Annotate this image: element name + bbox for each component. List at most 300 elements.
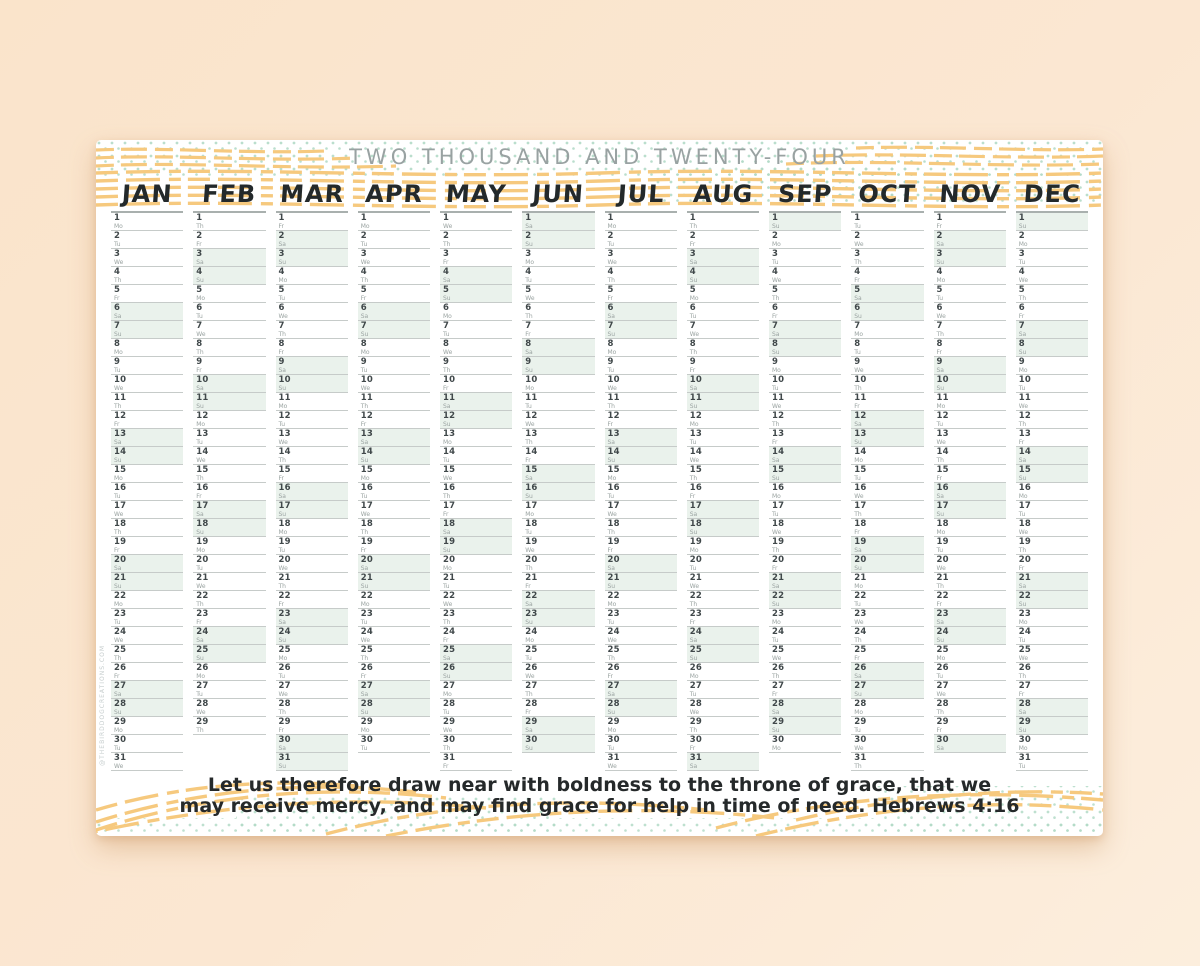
day-number: 17 <box>689 501 702 511</box>
day-number: 4 <box>360 267 367 277</box>
weekday-abbreviation: We <box>689 331 700 338</box>
weekday-abbreviation: Fr <box>443 385 449 392</box>
day-number: 17 <box>114 501 127 511</box>
day-cell <box>1016 339 1088 357</box>
day-number: 2 <box>196 231 203 241</box>
weekday-abbreviation: Mo <box>1018 241 1028 248</box>
day-cell <box>111 555 183 573</box>
weekday-abbreviation: Su <box>360 331 369 338</box>
weekday-abbreviation: Mo <box>689 547 699 554</box>
day-cell <box>440 717 512 735</box>
weekday-abbreviation: Mo <box>114 475 123 482</box>
day-number: 17 <box>936 501 949 511</box>
day-number: 4 <box>114 267 121 277</box>
day-cell <box>769 285 841 303</box>
weekday-abbreviation: Sa <box>689 763 698 770</box>
day-cell <box>111 627 183 645</box>
weekday-abbreviation: Sa <box>1018 709 1027 716</box>
weekday-abbreviation: Mo <box>607 223 617 230</box>
weekday-abbreviation: Fr <box>114 421 120 428</box>
day-number: 9 <box>854 357 861 367</box>
day-number: 20 <box>854 555 867 565</box>
weekday-abbreviation: Tu <box>854 601 861 608</box>
weekday-abbreviation: Tu <box>854 349 861 356</box>
day-cell <box>111 501 183 519</box>
weekday-abbreviation: Mo <box>443 439 452 446</box>
day-number: 27 <box>772 681 785 691</box>
weekday-abbreviation: Sa <box>443 403 451 410</box>
day-cell <box>358 447 430 465</box>
day-number: 19 <box>360 537 373 547</box>
weekday-abbreviation: Mo <box>854 457 864 464</box>
day-cell <box>605 573 677 591</box>
weekday-abbreviation: Sa <box>278 619 286 626</box>
month-day-list <box>769 211 841 753</box>
weekday-abbreviation: Th <box>1018 673 1027 680</box>
day-cell <box>193 375 265 393</box>
weekday-abbreviation: Tu <box>443 331 450 338</box>
weekday-abbreviation: Tu <box>360 745 368 752</box>
day-cell <box>358 573 430 591</box>
weekday-abbreviation: Fr <box>854 529 860 536</box>
month-label: DEC <box>1022 180 1082 208</box>
day-cell <box>851 519 923 537</box>
day-cell <box>934 663 1006 681</box>
weekday-abbreviation: Tu <box>114 241 121 248</box>
day-cell <box>193 285 265 303</box>
day-number: 3 <box>854 249 861 259</box>
weekday-abbreviation: Sa <box>936 367 944 374</box>
weekday-abbreviation: Fr <box>443 511 449 518</box>
day-number: 24 <box>936 627 949 637</box>
weekday-abbreviation: Fr <box>1018 691 1025 698</box>
day-number: 19 <box>278 537 291 547</box>
weekday-abbreviation: Th <box>607 529 615 536</box>
weekday-abbreviation: Mo <box>854 331 864 338</box>
weekday-abbreviation: Fr <box>772 313 778 320</box>
bible-verse <box>96 775 1103 817</box>
month-label: NOV <box>937 180 1002 208</box>
day-cell <box>522 249 594 267</box>
weekday-abbreviation: We <box>196 331 206 338</box>
day-number: 5 <box>360 285 367 295</box>
day-number: 14 <box>360 447 373 457</box>
month-label: SEP <box>777 180 834 208</box>
weekday-abbreviation: Fr <box>854 655 860 662</box>
day-cell <box>193 465 265 483</box>
day-cell <box>851 501 923 519</box>
weekday-abbreviation: We <box>278 313 288 320</box>
day-cell <box>851 573 923 591</box>
day-number: 29 <box>278 717 291 727</box>
day-cell <box>276 429 348 447</box>
weekday-abbreviation: We <box>114 637 124 644</box>
day-cell <box>193 357 265 375</box>
weekday-abbreviation: Tu <box>114 619 121 626</box>
day-cell <box>193 645 265 663</box>
day-cell <box>769 501 841 519</box>
day-number: 7 <box>1018 321 1025 331</box>
day-cell <box>193 393 265 411</box>
day-cell <box>605 285 677 303</box>
day-number: 17 <box>196 501 209 511</box>
day-number: 15 <box>196 465 209 475</box>
day-number: 18 <box>936 519 949 529</box>
day-cell <box>769 735 841 753</box>
day-number: 2 <box>607 231 614 241</box>
weekday-abbreviation: Fr <box>689 619 696 626</box>
day-cell <box>605 663 677 681</box>
weekday-abbreviation: Su <box>607 457 616 464</box>
weekday-abbreviation: Tu <box>360 367 368 374</box>
day-number: 2 <box>689 231 696 241</box>
weekday-abbreviation: Su <box>854 691 862 698</box>
day-number: 5 <box>525 285 532 295</box>
weekday-abbreviation: Tu <box>772 637 779 644</box>
month-label: JUL <box>616 180 666 208</box>
day-number: 1 <box>607 213 614 223</box>
day-number: 28 <box>772 699 785 709</box>
weekday-abbreviation: We <box>607 385 617 392</box>
day-number: 28 <box>936 699 949 709</box>
day-number: 1 <box>114 213 121 223</box>
day-number: 14 <box>607 447 620 457</box>
weekday-abbreviation: Tu <box>772 511 779 518</box>
day-number: 30 <box>607 735 620 745</box>
weekday-abbreviation: Fr <box>1018 439 1025 446</box>
weekday-abbreviation: Sa <box>607 439 615 446</box>
weekday-abbreviation: Th <box>772 673 780 680</box>
weekday-abbreviation: Su <box>525 493 533 500</box>
day-number: 22 <box>936 591 949 601</box>
day-number: 10 <box>278 375 291 385</box>
day-cell <box>605 375 677 393</box>
day-number: 6 <box>936 303 943 313</box>
day-cell <box>934 321 1006 339</box>
weekday-abbreviation: Fr <box>196 241 202 248</box>
day-cell <box>687 249 759 267</box>
day-cell <box>687 393 759 411</box>
day-cell <box>687 429 759 447</box>
day-number: 1 <box>689 213 696 223</box>
weekday-abbreviation: Su <box>1018 349 1027 356</box>
month-day-list <box>522 211 594 753</box>
day-number: 18 <box>114 519 127 529</box>
weekday-abbreviation: We <box>772 529 782 536</box>
day-number: 16 <box>196 483 209 493</box>
weekday-abbreviation: Mo <box>1018 745 1028 752</box>
weekday-abbreviation: Fr <box>772 565 778 572</box>
weekday-abbreviation: Th <box>525 565 533 572</box>
day-number: 15 <box>772 465 785 475</box>
weekday-abbreviation: We <box>854 367 864 374</box>
weekday-abbreviation: Mo <box>360 223 370 230</box>
day-cell <box>111 519 183 537</box>
month-column-jul <box>605 180 677 771</box>
month-column-feb <box>193 180 265 735</box>
day-number: 1 <box>1018 213 1025 223</box>
day-cell <box>934 501 1006 519</box>
day-number: 26 <box>443 663 456 673</box>
day-number: 11 <box>772 393 785 403</box>
day-cell <box>851 537 923 555</box>
day-cell <box>1016 501 1088 519</box>
weekday-abbreviation: Tu <box>854 223 861 230</box>
weekday-abbreviation: Mo <box>525 385 535 392</box>
day-number: 20 <box>936 555 949 565</box>
day-cell <box>605 627 677 645</box>
day-cell <box>1016 231 1088 249</box>
weekday-abbreviation: Fr <box>196 619 202 626</box>
day-number: 5 <box>772 285 779 295</box>
day-number: 27 <box>443 681 456 691</box>
weekday-abbreviation: Sa <box>689 511 698 518</box>
weekday-abbreviation: Su <box>443 673 451 680</box>
day-number: 22 <box>360 591 373 601</box>
day-cell <box>111 429 183 447</box>
day-cell <box>193 339 265 357</box>
weekday-abbreviation: Tu <box>196 439 203 446</box>
weekday-abbreviation: Fr <box>854 277 860 284</box>
day-cell <box>522 609 594 627</box>
day-cell <box>522 519 594 537</box>
day-number: 12 <box>196 411 209 421</box>
weekday-abbreviation: Th <box>854 637 862 644</box>
day-cell <box>934 627 1006 645</box>
day-cell <box>851 753 923 771</box>
weekday-abbreviation: Sa <box>854 295 862 302</box>
day-number: 18 <box>607 519 620 529</box>
day-cell <box>276 411 348 429</box>
day-cell <box>276 339 348 357</box>
day-number: 2 <box>443 231 450 241</box>
weekday-abbreviation: Th <box>278 331 286 338</box>
day-cell <box>769 375 841 393</box>
bible-verse-line2: may receive mercy, and may find grace for help in time of need. Hebrews 4:16 <box>179 795 1020 817</box>
day-number: 16 <box>607 483 620 493</box>
day-cell <box>605 681 677 699</box>
weekday-abbreviation: Sa <box>360 439 369 446</box>
weekday-abbreviation: Su <box>936 637 945 644</box>
day-cell <box>769 519 841 537</box>
weekday-abbreviation: Th <box>360 277 369 284</box>
day-cell <box>851 357 923 375</box>
day-cell <box>522 627 594 645</box>
day-number: 19 <box>443 537 456 547</box>
day-number: 31 <box>278 753 291 763</box>
weekday-abbreviation: Mo <box>114 223 123 230</box>
day-cell <box>769 267 841 285</box>
day-number: 20 <box>607 555 620 565</box>
day-cell <box>851 681 923 699</box>
day-cell <box>851 321 923 339</box>
day-number: 16 <box>114 483 127 493</box>
day-cell <box>605 483 677 501</box>
weekday-abbreviation: Th <box>360 403 369 410</box>
day-number: 4 <box>443 267 450 277</box>
day-cell <box>605 735 677 753</box>
day-number: 4 <box>854 267 861 277</box>
day-cell <box>1016 303 1088 321</box>
weekday-abbreviation: Fr <box>936 475 942 482</box>
weekday-abbreviation: Tu <box>114 745 121 752</box>
weekday-abbreviation: Tu <box>1018 385 1026 392</box>
day-cell <box>358 681 430 699</box>
day-cell <box>440 465 512 483</box>
weekday-abbreviation: Mo <box>360 727 370 734</box>
day-number: 22 <box>607 591 620 601</box>
day-cell <box>522 537 594 555</box>
day-number: 11 <box>607 393 620 403</box>
day-cell <box>193 717 265 735</box>
day-cell <box>687 537 759 555</box>
day-cell <box>605 645 677 663</box>
weekday-abbreviation: Tu <box>196 691 203 698</box>
day-number: 22 <box>854 591 867 601</box>
month-label: FEB <box>201 180 258 208</box>
day-cell <box>276 537 348 555</box>
weekday-abbreviation: Fr <box>936 601 942 608</box>
day-number: 18 <box>525 519 538 529</box>
day-number: 9 <box>936 357 943 367</box>
weekday-abbreviation: Mo <box>689 295 699 302</box>
day-cell <box>522 663 594 681</box>
day-cell <box>358 213 430 231</box>
weekday-abbreviation: Su <box>278 763 287 770</box>
day-number: 5 <box>1018 285 1025 295</box>
day-cell <box>769 573 841 591</box>
day-number: 10 <box>607 375 620 385</box>
weekday-abbreviation: Mo <box>936 403 946 410</box>
day-number: 26 <box>1018 663 1031 673</box>
month-day-list <box>605 211 677 771</box>
weekday-abbreviation: We <box>936 313 946 320</box>
day-number: 14 <box>525 447 538 457</box>
day-cell <box>193 213 265 231</box>
weekday-abbreviation: Mo <box>443 565 452 572</box>
weekday-abbreviation: Mo <box>360 601 370 608</box>
month-column-sep <box>769 180 841 753</box>
weekday-abbreviation: Tu <box>1018 637 1026 644</box>
weekday-abbreviation: Fr <box>772 439 778 446</box>
day-cell <box>276 267 348 285</box>
day-cell <box>687 501 759 519</box>
weekday-abbreviation: Fr <box>443 763 449 770</box>
day-cell <box>605 555 677 573</box>
day-number: 22 <box>689 591 702 601</box>
weekday-abbreviation: Sa <box>360 691 369 698</box>
weekday-abbreviation: Sa <box>772 709 780 716</box>
weekday-abbreviation: Su <box>936 259 945 266</box>
weekday-abbreviation: Sa <box>607 691 615 698</box>
day-number: 19 <box>607 537 620 547</box>
day-cell <box>193 681 265 699</box>
day-number: 9 <box>360 357 367 367</box>
day-cell <box>522 267 594 285</box>
day-cell <box>769 717 841 735</box>
weekday-abbreviation: Sa <box>1018 457 1027 464</box>
day-number: 1 <box>772 213 779 223</box>
day-number: 15 <box>443 465 456 475</box>
day-cell <box>934 483 1006 501</box>
weekday-abbreviation: We <box>196 583 206 590</box>
weekday-abbreviation: Su <box>114 457 122 464</box>
weekday-abbreviation: Mo <box>360 349 370 356</box>
day-cell <box>358 519 430 537</box>
day-number: 24 <box>443 627 456 637</box>
weekday-abbreviation: We <box>443 727 453 734</box>
weekday-abbreviation: Tu <box>689 565 697 572</box>
bible-verse-line1: Let us therefore draw near with boldness to the throne of grace, that we <box>207 774 992 796</box>
day-number: 13 <box>525 429 538 439</box>
day-number: 15 <box>936 465 949 475</box>
weekday-abbreviation: Th <box>854 763 862 770</box>
day-cell <box>276 303 348 321</box>
month-day-list <box>193 211 265 735</box>
day-number: 4 <box>525 267 532 277</box>
day-cell <box>687 375 759 393</box>
weekday-abbreviation: Su <box>1018 475 1027 482</box>
day-number: 3 <box>936 249 943 259</box>
day-number: 11 <box>525 393 538 403</box>
day-number: 20 <box>360 555 373 565</box>
day-number: 27 <box>360 681 373 691</box>
day-number: 20 <box>278 555 291 565</box>
day-cell <box>605 609 677 627</box>
day-cell <box>358 717 430 735</box>
day-number: 19 <box>854 537 867 547</box>
day-number: 30 <box>360 735 373 745</box>
month-label: MAY <box>444 180 508 208</box>
day-number: 29 <box>854 717 867 727</box>
day-number: 9 <box>196 357 203 367</box>
weekday-abbreviation: Su <box>607 583 616 590</box>
day-number: 9 <box>443 357 450 367</box>
day-cell <box>440 573 512 591</box>
day-cell <box>769 555 841 573</box>
day-cell <box>111 699 183 717</box>
day-number: 5 <box>854 285 861 295</box>
day-cell <box>111 303 183 321</box>
weekday-abbreviation: Tu <box>772 259 779 266</box>
day-cell <box>440 627 512 645</box>
day-number: 10 <box>936 375 949 385</box>
day-number: 31 <box>607 753 620 763</box>
day-cell <box>358 285 430 303</box>
weekday-abbreviation: Mo <box>525 259 535 266</box>
day-cell <box>605 357 677 375</box>
day-number: 8 <box>936 339 943 349</box>
day-number: 1 <box>196 213 203 223</box>
day-number: 28 <box>1018 699 1031 709</box>
day-cell <box>687 411 759 429</box>
day-number: 28 <box>114 699 127 709</box>
weekday-abbreviation: We <box>443 223 453 230</box>
weekday-abbreviation: Mo <box>607 601 617 608</box>
day-number: 12 <box>607 411 620 421</box>
day-number: 22 <box>443 591 456 601</box>
day-number: 21 <box>278 573 291 583</box>
day-cell <box>687 321 759 339</box>
weekday-abbreviation: Su <box>772 349 780 356</box>
weekday-abbreviation: Tu <box>443 709 450 716</box>
day-number: 11 <box>1018 393 1031 403</box>
day-cell <box>440 501 512 519</box>
day-number: 15 <box>1018 465 1031 475</box>
weekday-abbreviation: Su <box>196 655 204 662</box>
day-number: 16 <box>278 483 291 493</box>
weekday-abbreviation: Su <box>525 619 533 626</box>
